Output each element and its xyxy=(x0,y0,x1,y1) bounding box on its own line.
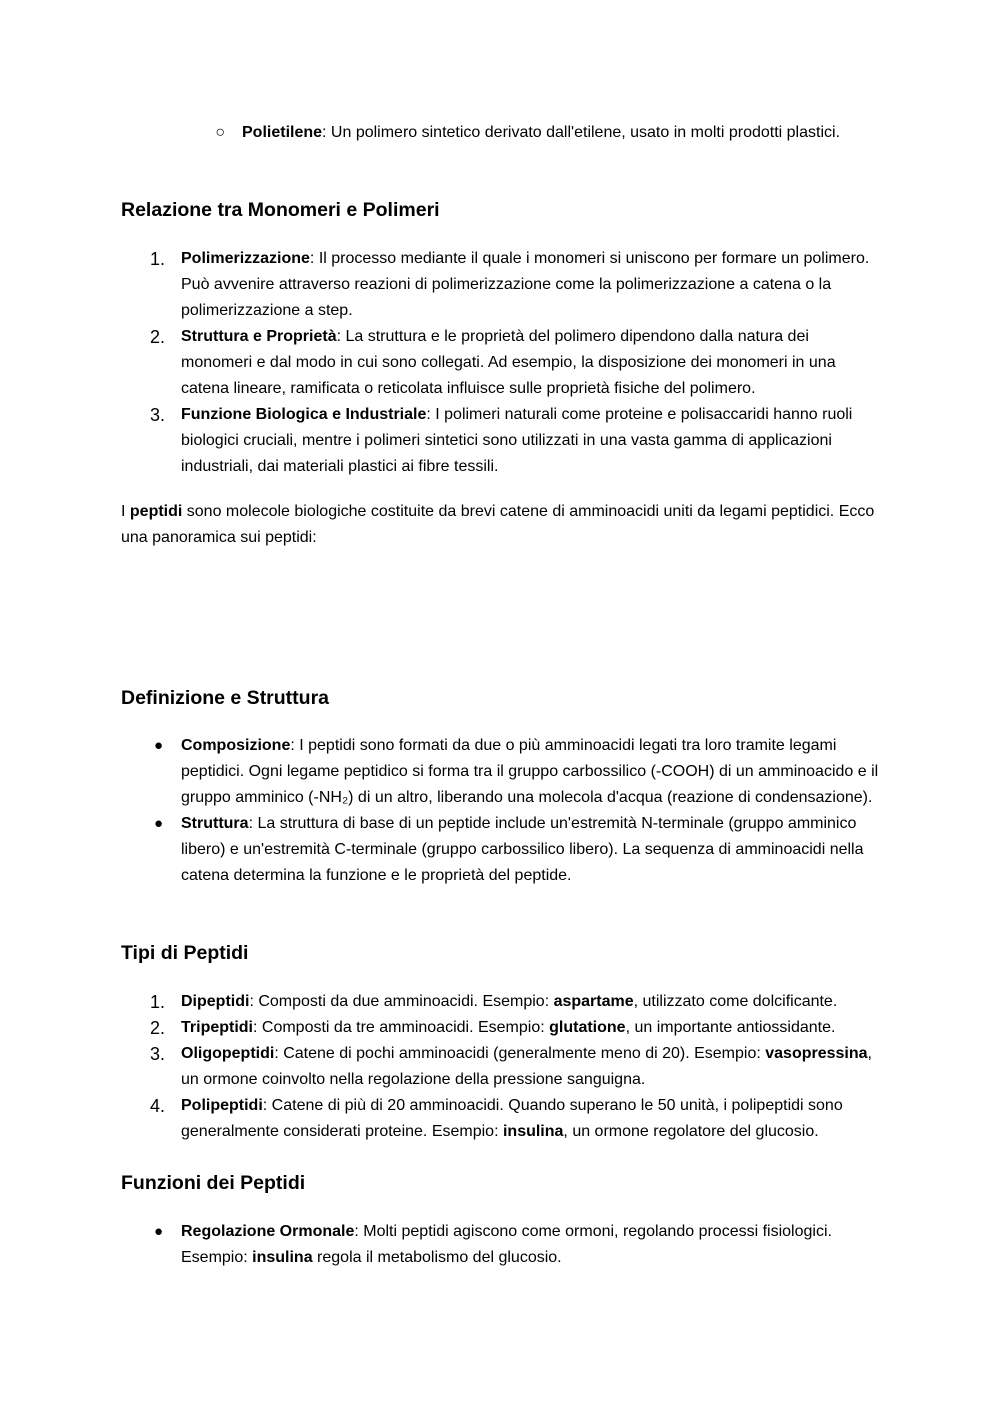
section-heading-definizione: Definizione e Struttura xyxy=(121,687,330,709)
list-item xyxy=(121,1015,881,1041)
list-number: 1. xyxy=(149,249,165,269)
item-text: regola il metabolismo del glucosio. xyxy=(312,1249,562,1266)
item-text: , un ormone coinvolto nella regolazione della pressione sanguigna. xyxy=(181,1045,872,1088)
item-text: : Composti da tre amminoacidi. Esempio: xyxy=(253,1019,550,1036)
item-text: : Il processo mediante il quale i monomeri si uniscono per formare un polimero. Può avvenire attraverso reazioni di polimerizzazione come la polimerizzazione a catena o la polimerizzazione a step. xyxy=(181,250,870,319)
item-term: Dipeptidi xyxy=(181,993,250,1010)
list-item xyxy=(121,811,881,889)
item-text: : Un polimero sintetico derivato dall'etilene, usato in molti prodotti plastici. xyxy=(322,124,841,141)
list-definizione xyxy=(121,733,881,889)
section-heading-tipi: Tipi di Peptidi xyxy=(121,942,249,964)
list-item xyxy=(121,733,881,811)
bullet-icon: ● xyxy=(153,737,163,754)
circle-bullet-icon: ○ xyxy=(215,124,225,141)
intro-term: peptidi xyxy=(129,503,183,520)
intro-pre: I xyxy=(121,503,130,520)
list-number: 3. xyxy=(149,405,165,425)
item-text: : I polimeri naturali come proteine e polisaccaridi hanno ruoli biologici cruciali, mentre i polimeri sintetici sono utilizzati in una vasta gamma di applicazioni industriali, dai materiali plastici ai fibre tessili. xyxy=(181,406,853,475)
item-text: : Catene di pochi amminoacidi (generalmente meno di 20). Esempio: xyxy=(274,1045,766,1062)
bullet-icon: ● xyxy=(153,1223,163,1240)
item-term: Oligopeptidi xyxy=(181,1045,275,1062)
intro-text: sono molecole biologiche costituite da brevi catene di amminoacidi uniti da legami peptidici. Ecco una panoramica sui peptidi: xyxy=(121,503,875,546)
item-text: : Molti peptidi agiscono come ormoni, regolando processi fisiologici. Esempio: xyxy=(181,1223,832,1266)
item-text: : La struttura e le proprietà del polimero dipendono dalla natura dei monomeri e dal modo in cui sono collegati. Ad esempio, la disposizione dei monomeri in una catena lineare, ramificata o reticolata influisce sulle proprietà fisiche del polimero. xyxy=(181,328,836,397)
item-term: Polimerizzazione xyxy=(181,250,310,267)
section-heading-funzioni: Funzioni dei Peptidi xyxy=(121,1172,306,1194)
list-item xyxy=(121,1041,881,1093)
list-number: 1. xyxy=(149,992,165,1012)
list-number: 4. xyxy=(149,1096,165,1116)
item-term: Polietilene xyxy=(242,124,323,141)
list-number: 3. xyxy=(149,1044,165,1064)
list-item xyxy=(121,324,881,402)
intro-paragraph xyxy=(121,499,881,551)
list-item xyxy=(121,402,881,480)
item-term: Funzione Biologica e Industriale xyxy=(181,406,427,423)
sublist-top xyxy=(121,120,881,146)
item-term: Regolazione Ormonale xyxy=(181,1223,355,1240)
list-tipi xyxy=(121,989,881,1145)
list-number: 2. xyxy=(149,327,165,347)
item-text: , un ormone regolatore del glucosio. xyxy=(563,1123,819,1140)
item-text: : La struttura di base di un peptide include un'estremità N-terminale (gruppo amminico libero) e un'estremità C-terminale (gruppo carbossilico libero). La sequenza di amminoacidi nella catena determina la funzione e le proprietà del peptide. xyxy=(181,815,864,884)
list-number: 2. xyxy=(149,1018,165,1038)
item-text: : I peptidi sono formati da due o più amminoacidi legati tra loro tramite legami peptidici. Ogni legame peptidico si forma tra il gruppo carbossilico (-COOH) di un amminoacido e il gruppo amminico (-NH₂) di un altro, liberando una molecola d'acqua (reazione di condensazione). xyxy=(181,737,879,806)
item-example: glutatione xyxy=(549,1019,626,1036)
item-term: Polipeptidi xyxy=(181,1097,263,1114)
list-item xyxy=(121,120,881,146)
list-item xyxy=(121,1219,881,1271)
item-text: : Catene di più di 20 amminoacidi. Quando superano le 50 unità, i polipeptidi sono generalmente considerati proteine. Esempio: xyxy=(181,1097,843,1140)
item-term: Tripeptidi xyxy=(181,1019,253,1036)
bullet-icon: ● xyxy=(153,815,163,832)
item-example: insulina xyxy=(502,1123,564,1140)
list-item xyxy=(121,1093,881,1145)
list-item xyxy=(121,246,881,324)
section-heading-relazione: Relazione tra Monomeri e Polimeri xyxy=(121,199,440,221)
item-example: aspartame xyxy=(553,993,634,1010)
item-text: : Composti da due amminoacidi. Esempio: xyxy=(249,993,554,1010)
item-text: , un importante antiossidante. xyxy=(625,1019,836,1036)
item-term: Composizione xyxy=(181,737,291,754)
list-item xyxy=(121,989,881,1015)
item-text: , utilizzato come dolcificante. xyxy=(633,993,838,1010)
item-term: Struttura e Proprietà xyxy=(181,328,337,345)
item-example: insulina xyxy=(252,1249,313,1266)
item-term: Struttura xyxy=(181,815,249,832)
list-funzioni xyxy=(121,1219,881,1271)
list-relazione xyxy=(121,246,881,480)
item-example: vasopressina xyxy=(765,1045,868,1062)
